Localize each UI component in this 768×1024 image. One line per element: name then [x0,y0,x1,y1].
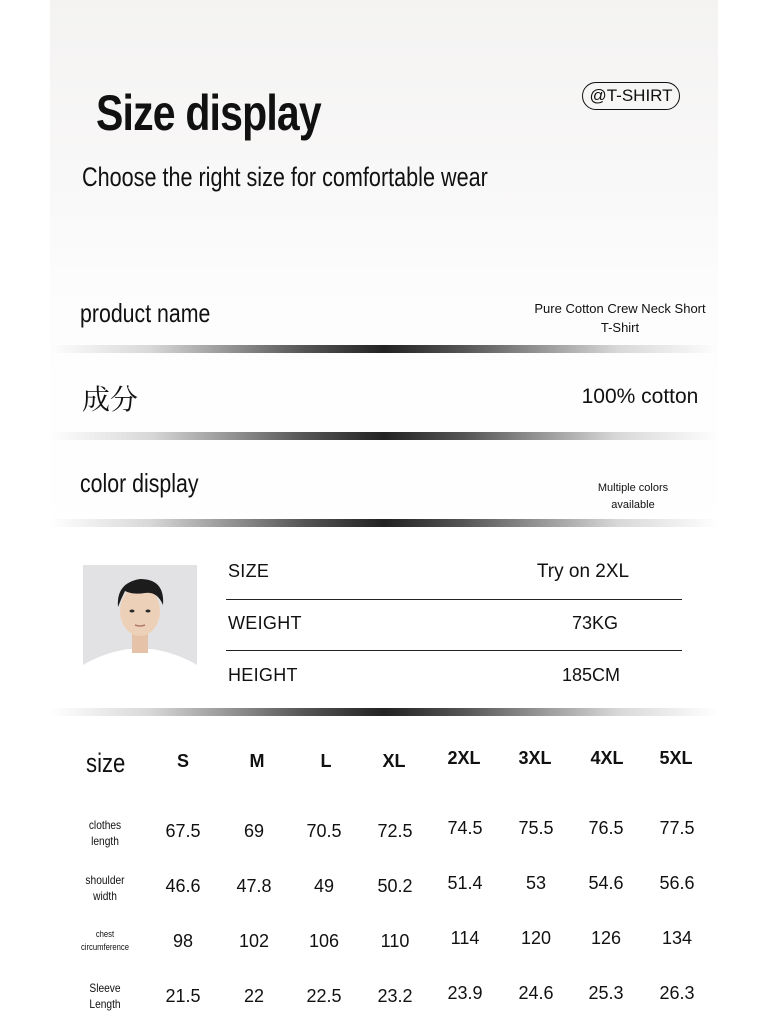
table-cell: 21.5 [165,986,201,1006]
table-cell: 106 [308,931,340,951]
table-cell: 134 [661,928,693,948]
row-label-chest-circumference [68,928,141,954]
size-header-5xl: 5XL [659,748,693,768]
spec-weight-value: 73KG [571,613,619,633]
spec-weight-label: WEIGHT [228,613,302,633]
size-header-xl: XL [382,751,406,771]
table-cell: 126 [590,928,622,948]
row-label-line: width [93,889,117,903]
size-header-4xl: 4XL [590,748,624,768]
person-icon [83,565,197,679]
size-header-m: M [249,751,265,771]
section-divider [50,519,718,527]
product-name-value [520,299,720,337]
composition-value: 100% cotton [581,385,699,408]
table-cell: 67.5 [165,821,201,841]
row-label-clothes-length [68,817,141,849]
table-cell: 98 [172,931,194,951]
table-cell: 56.6 [659,873,695,893]
table-cell: 76.5 [588,818,624,838]
section-divider [50,345,718,353]
color-display-value [573,480,693,514]
product-name-value-line2: T-Shirt [600,320,640,335]
row-label-line: chest [95,929,115,939]
page-subtitle: Choose the right size for comfortable wear [82,162,488,192]
table-cell: 22 [243,986,265,1006]
row-label-shoulder-width [68,872,141,904]
category-badge: @T-SHIRT [582,82,680,110]
spec-divider [226,650,682,651]
size-header-2xl: 2XL [447,748,481,768]
table-cell: 47.8 [236,876,272,896]
row-label-line: clothes [88,818,122,832]
spec-size-value: Try on 2XL [536,561,630,582]
page-title: Size display [96,85,321,141]
product-name-label: product name [80,298,211,328]
table-cell: 24.6 [518,983,554,1003]
table-cell: 49 [313,876,335,896]
table-cell: 74.5 [447,818,483,838]
table-cell: 69 [243,821,265,841]
size-header-s: S [176,751,189,771]
section-divider [50,432,718,440]
table-cell: 54.6 [588,873,624,893]
table-cell: 51.4 [447,873,483,893]
spec-size-label: SIZE [228,561,270,581]
row-label-line: length [91,834,119,848]
size-table-corner-label: size [86,748,126,778]
size-header-l: L [320,751,332,771]
row-label-line: Length [89,997,121,1011]
row-label-line: shoulder [85,873,125,887]
row-label-sleeve-length [68,980,141,1012]
table-cell: 102 [238,931,270,951]
size-header-3xl: 3XL [518,748,552,768]
table-cell: 75.5 [518,818,554,838]
color-display-value-line2: available [611,499,655,511]
table-cell: 110 [380,931,410,951]
table-cell: 23.2 [377,986,413,1006]
table-cell: 50.2 [377,876,413,896]
table-cell: 22.5 [306,986,342,1006]
table-cell: 25.3 [588,983,624,1003]
composition-label: 成分 [82,384,139,415]
spec-height-value: 185CM [561,665,621,685]
color-display-label: color display [80,468,199,498]
product-name-value-line1: Pure Cotton Crew Neck Short [534,301,706,316]
table-cell: 23.9 [447,983,483,1003]
spec-divider [226,599,682,600]
color-display-value-line1: Multiple colors [597,482,669,494]
table-cell: 120 [520,928,552,948]
section-divider [50,708,718,716]
table-cell: 46.6 [165,876,201,896]
spec-height-label: HEIGHT [228,665,298,685]
table-cell: 26.3 [659,983,695,1003]
table-cell: 53 [525,873,547,893]
table-cell: 114 [450,928,480,948]
table-cell: 72.5 [377,821,413,841]
row-label-line: circumference [80,942,130,952]
model-photo [83,565,197,679]
table-cell: 70.5 [306,821,342,841]
table-cell: 77.5 [659,818,695,838]
row-label-line: Sleeve [89,981,121,995]
